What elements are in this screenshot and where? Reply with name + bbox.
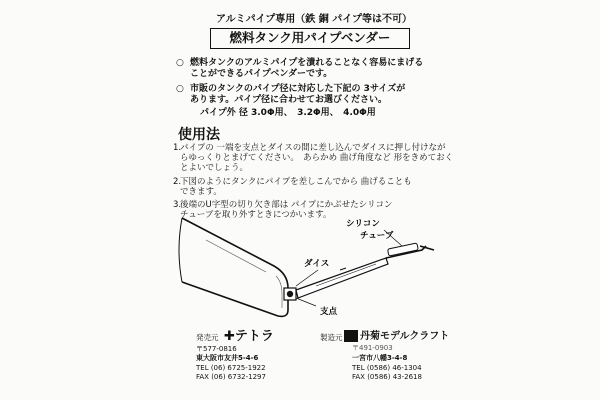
maker-address: 一宮市八幡3-4-8 — [352, 354, 408, 362]
step-line: チューブを取り外すときにつかいます。 — [180, 210, 332, 220]
feature-line: ことができるパイプベンダーです。 — [190, 69, 333, 79]
silicon-label: シリコン — [346, 219, 380, 229]
maker-logo-icon — [344, 330, 358, 342]
feature-line: あります。パイプ径に合わせてお選びください。 — [190, 95, 388, 105]
sizes-line: パイプ外 径 3.0Φ用、 3.2Φ用、 4.0Φ用 — [200, 108, 376, 118]
pipe-restriction-label: アルミパイプ専用（鉄 銅 パイプ等は不可） — [216, 14, 412, 25]
step-line: できます。 — [180, 187, 222, 197]
step-number: 1. — [173, 143, 182, 153]
product-title: 燃料タンク用パイプベンダー — [210, 28, 410, 49]
feature-bullet: ○ — [176, 84, 184, 94]
fulcrum-leader-line — [296, 298, 316, 306]
step-line: 後端のU字型の切り欠き部は パイプにかぶせたシリコン — [180, 200, 393, 210]
dies-label: ダイス — [304, 259, 330, 269]
feature-line: 市販のタンクのパイプ径に対応した下記の 3サイズが — [190, 84, 406, 94]
maker-brand: 丹菊モデルクラフト — [360, 331, 450, 342]
seller-brand-logo: ✚テトラ — [224, 329, 274, 344]
pipe-mark — [340, 268, 346, 270]
feature-line: 燃料タンクのアルミパイプを潰れることなく容易にまげる — [190, 58, 424, 68]
seller-role: 発売元 — [196, 333, 219, 342]
step-number: 2. — [173, 177, 182, 187]
seller-fax: FAX (06) 6732-1297 — [196, 373, 266, 381]
pipe-bender-drawing — [284, 243, 434, 300]
tube-label: チューブ — [360, 231, 394, 241]
step-line: パイプの 一端を支点とダイスの間に差し込んでダイスに押し付けなが — [180, 143, 446, 153]
maker-fax: FAX (0586) 43-2618 — [352, 373, 422, 381]
seller-tel: TEL (06) 6725-1922 — [196, 364, 266, 372]
step-number: 3. — [173, 200, 182, 210]
seller-address: 東大阪市友井5-4-6 — [196, 354, 259, 362]
maker-role: 製造元 — [320, 333, 343, 342]
bending-diagram — [176, 210, 446, 320]
fuel-tank-drawing — [179, 218, 288, 316]
step-line: とよいでしょう。 — [180, 163, 249, 173]
maker-postal: 〒491-0903 — [352, 344, 393, 352]
fulcrum-label: 支点 — [320, 307, 338, 317]
step-line: 下図のようにタンクにパイプを差しこんでから 曲げることも — [180, 177, 412, 187]
cross-mark-icon: ✚ — [224, 329, 235, 344]
feature-bullet: ○ — [176, 58, 184, 68]
seller-postal: 〒577-0816 — [196, 345, 237, 353]
company-footer — [0, 330, 600, 400]
maker-tel: TEL (0586) 46-1304 — [352, 364, 422, 372]
step-line: らゆっくりとまげてください。 あらかめ 曲げ角度など 形をきめておく — [180, 153, 454, 163]
usage-title: 使用法 — [178, 127, 220, 143]
